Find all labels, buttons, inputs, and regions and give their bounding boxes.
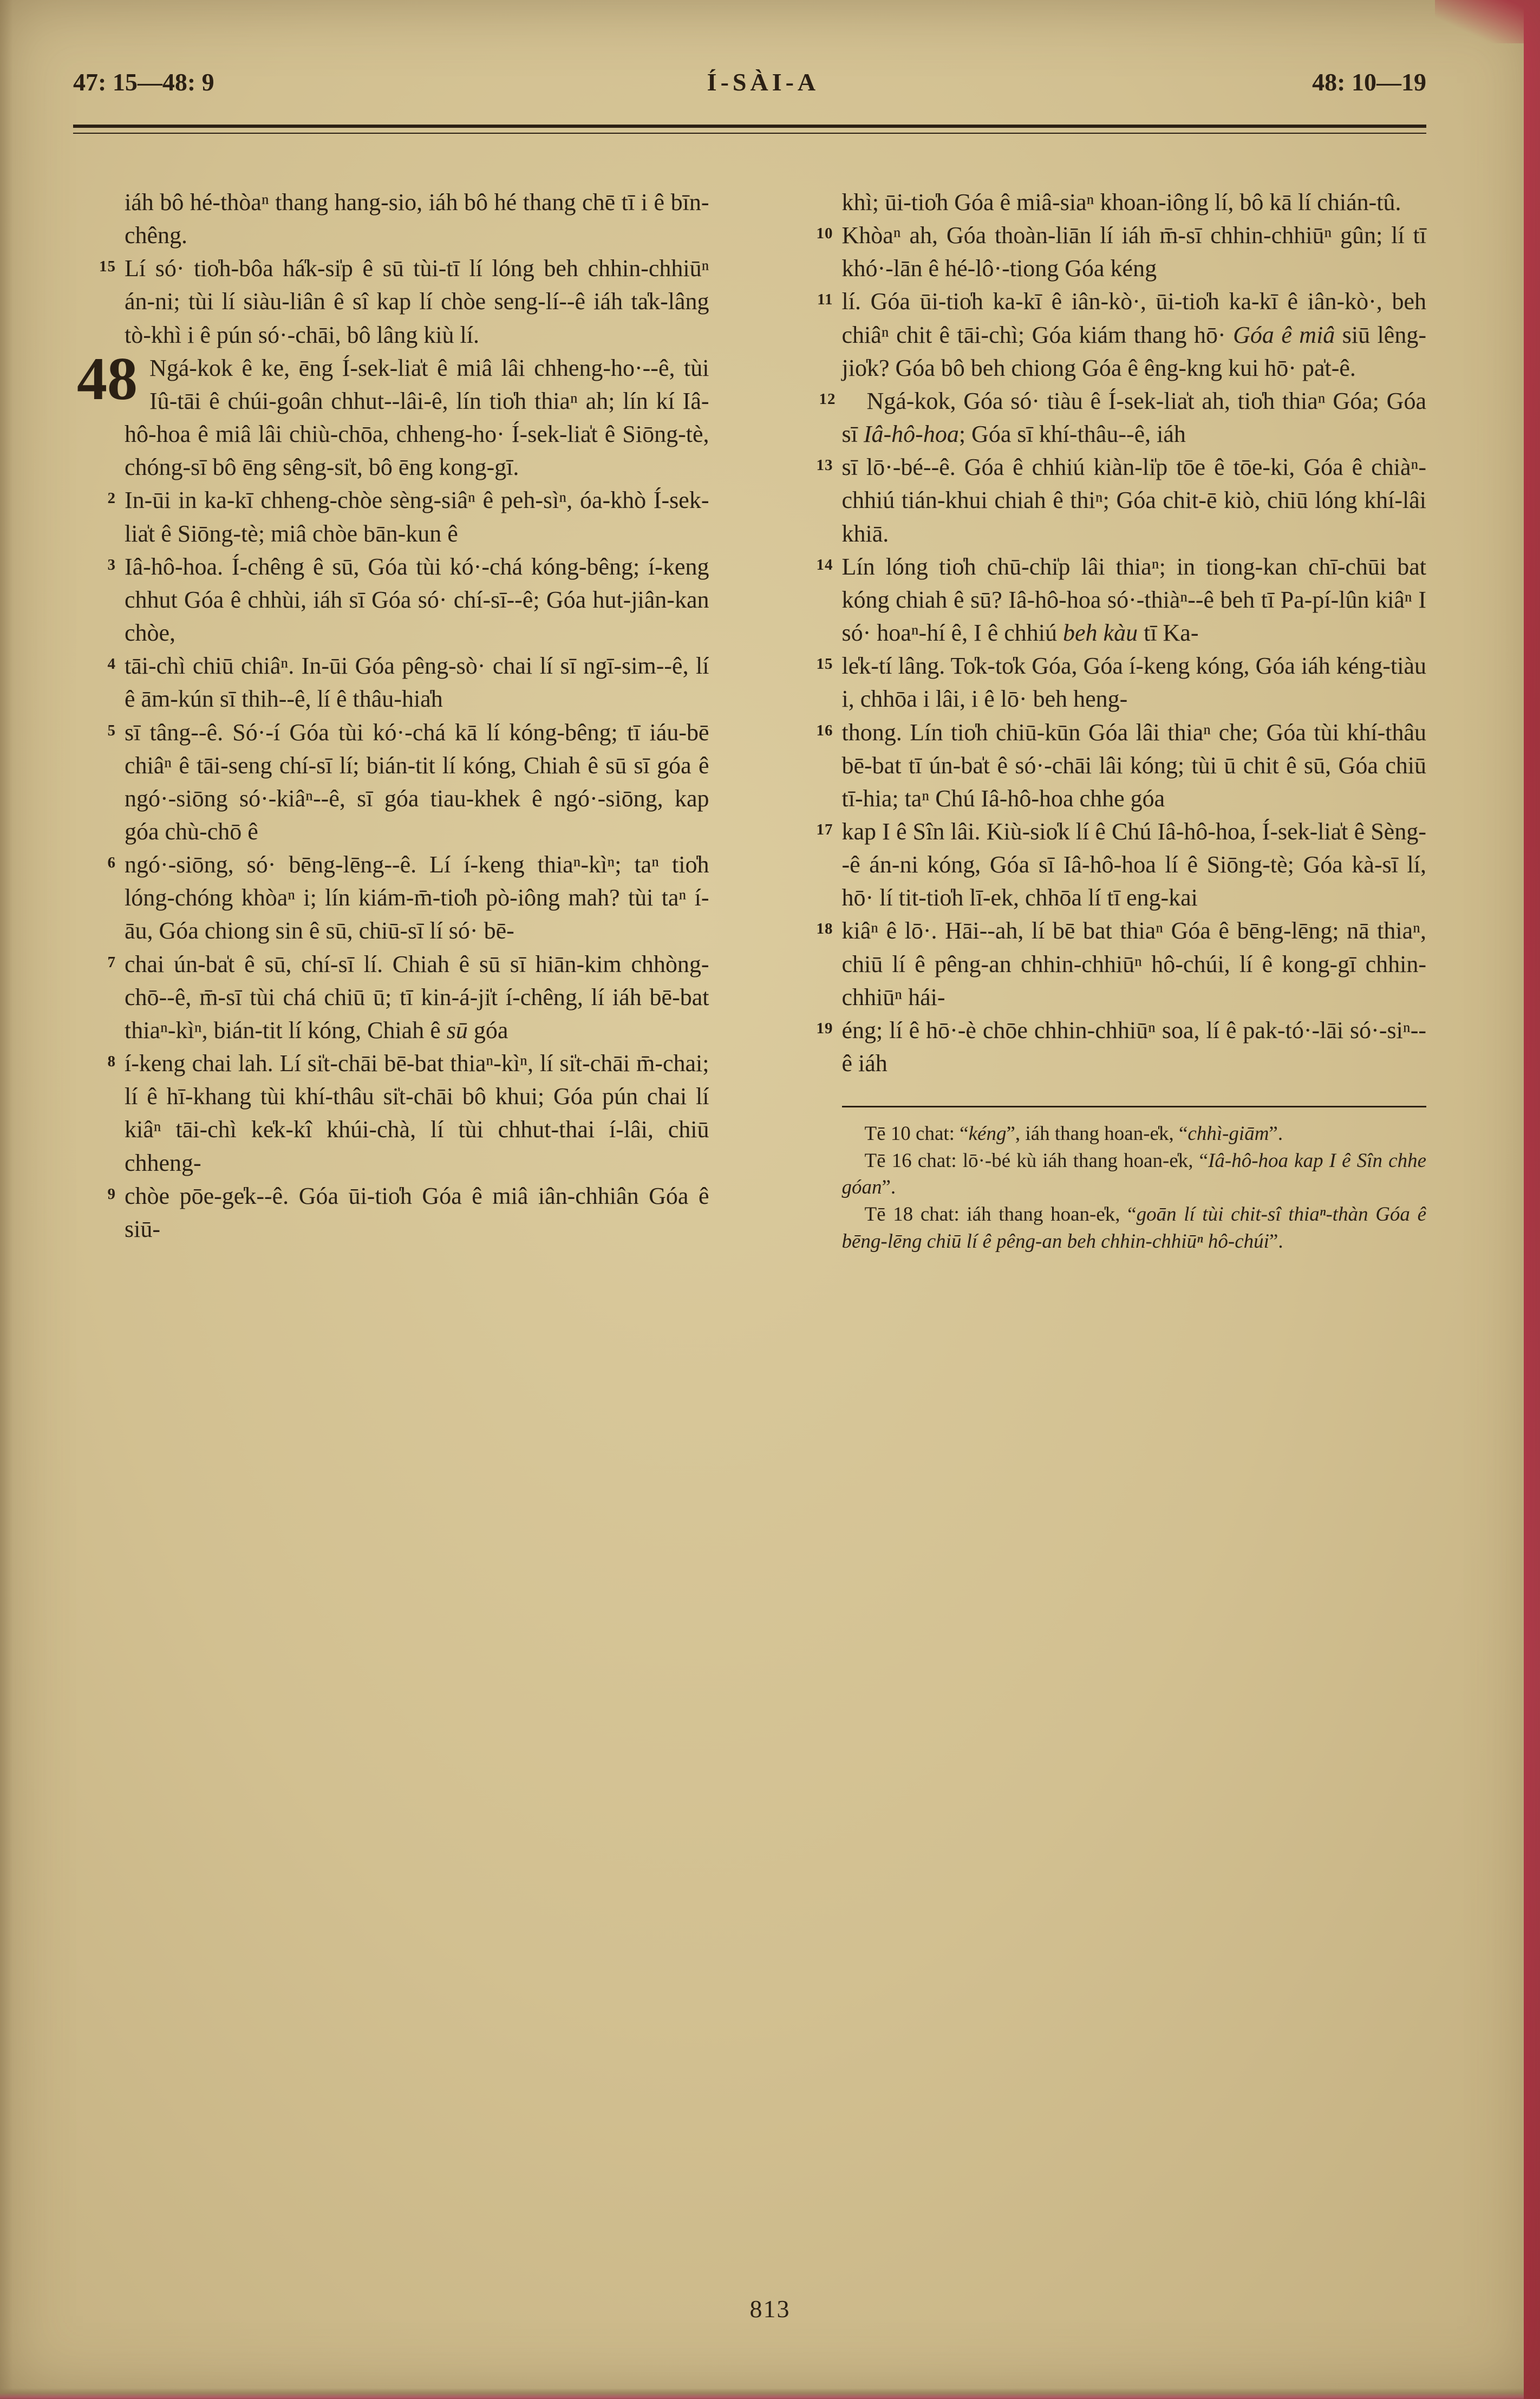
verse-text: Lí só· tio̍h-bôa há̍k-si̍p ê sū tùi-tī lí lóng beh chhin-chhiūⁿ án-ni; tùi lí siàu-liân ê sî kap lí chòe seng-lí--ê iáh ta̍k-lâng tò-khì i ê pún só·-chāi, bô lâng kiù lí. — [125, 255, 709, 348]
verse-number: 8 — [107, 1053, 116, 1071]
left-column — [73, 186, 709, 1255]
verse-number: 10 — [816, 225, 833, 243]
verse-number: 12 — [819, 390, 836, 408]
verse-text: sī lō·-bé--ê. Góa ê chhiú kiàn-li̍p tōe ê tōe-ki, Góa ê chiàⁿ-chhiú tián-khui chiah ê thiⁿ; Góa chit-ē kiò, chiū lóng khí-lâi khiā. — [841, 454, 1426, 547]
footnote-separator — [842, 1106, 1427, 1107]
red-corner-stain — [1435, 0, 1527, 43]
right-column — [791, 186, 1427, 1255]
verse-paragraph — [107, 948, 709, 1047]
verse-text: éng; lí ê hō·-è chōe chhin-chhiūⁿ soa, lí ê pak-tó·-lāi só·-siⁿ--ê iáh — [841, 1016, 1426, 1077]
verse-text: khì; ūi-tio̍h Góa ê miâ-siaⁿ khoan-iông lí, bô kā lí chián-tû. — [841, 189, 1401, 216]
left-edge-shadow — [0, 0, 13, 2399]
footnote: Tē 16 chat: lō·-bé kù iáh thang hoan-e̍k, “Iâ-hô-hoa kap I ê Sîn chhe góan”. — [841, 1149, 1426, 1199]
verse-text: thong. Lín tio̍h chiū-kūn Góa lâi thiaⁿ che; Góa tùi khí-thâu bē-bat tī ún-ba̍t ê só·-chāi lâi kóng; tùi ū chit ê sū, Góa chiū tī-hia; taⁿ Chú Iâ-hô-hoa chhe góa — [841, 719, 1426, 812]
verse-text: chai ún-ba̍t ê sū, chí-sī lí. Chiah ê sū sī hiān-kim chhòng-chō--ê, m̄-sī tùi chá chiū ū; tī kin-á-ji̍t í-chêng, lí iáh bē-bat thiaⁿ-kìⁿ, bián-tit lí kóng, Chiah ê sū góa — [125, 950, 709, 1044]
verse-number: 14 — [816, 556, 833, 573]
verse-number: 19 — [816, 1019, 833, 1037]
verse-text: le̍k-tí lâng. To̍k-to̍k Góa, Góa í-keng kóng, Góa iáh kéng-tiàu i, chhōa i lâi, i ê lō· beh heng- — [841, 653, 1426, 713]
verse-paragraph — [816, 716, 1427, 815]
verse-text: iáh bô hé-thòaⁿ thang hang-sio, iáh bô hé thang chē tī i ê bīn-chêng. — [125, 189, 709, 249]
verse-paragraph — [107, 1047, 709, 1179]
verse-number: 6 — [107, 854, 116, 872]
verse-number: 9 — [107, 1185, 116, 1203]
verse-text: í-keng chai lah. Lí si̍t-chāi bē-bat thiaⁿ-kìⁿ, lí si̍t-chāi m̄-chai; lí ê hī-khang tùi khí-thâu si̍t-chāi bô khui; Góa pún chai lí kiâⁿ tāi-chì ke̍k-kî khúi-chà, lí tùi chhut-thai í-lâi, chiū chheng- — [125, 1050, 709, 1176]
verse-text: lí. Góa ūi-tio̍h ka-kī ê iân-kò·, ūi-tio̍h ka-kī ê iân-kò·, beh chiâⁿ chit ê tāi-chì; Góa kiám thang hō· Góa ê miâ siū lêng-jio̍k? Góa bô beh chiong Góa ê êng-kng kui hō· pa̍t-ê. — [841, 288, 1426, 381]
verse-text: kap I ê Sîn lâi. Kiù-sio̍k lí ê Chú Iâ-hô-hoa, Í-sek-lia̍t ê Sèng--ê án-ni kóng, Góa sī Iâ-hô-hoa lí ê Siōng-tè; Góa kà-sī lí, hō· lí tit-tio̍h lī-ek, chhōa lí tī eng-kai — [841, 818, 1426, 911]
header-double-rule — [73, 125, 1426, 134]
verse-paragraph — [816, 219, 1427, 285]
verse-text: Ngá-kok ê ke, ēng Í-sek-lia̍t ê miâ lâi chheng-ho·--ê, tùi Iû-tāi ê chúi-goân chhut--lâi-ê, lín tio̍h thiaⁿ ah; lín kí Iâ-hô-hoa ê miâ lâi chiù-chōa, chheng-ho· Í-sek-lia̍t ê Siōng-tè, chóng-sī bô ēng sêng-si̍t, bô ēng kong-gī. — [125, 354, 709, 481]
footnote: Tē 10 chat: “kéng”, iáh thang hoan-e̍k, “chhì-giām”. — [864, 1123, 1283, 1145]
verse-paragraph — [99, 252, 709, 351]
header-reference-right: 48: 10—19 — [1312, 68, 1426, 96]
chapter-paragraph — [77, 345, 709, 484]
verse-paragraph — [125, 186, 709, 252]
verse-paragraph — [107, 550, 709, 649]
verse-number: 13 — [816, 457, 833, 474]
verse-paragraph — [819, 384, 1427, 451]
book-title: Í-SÀI-A — [707, 68, 820, 96]
verse-text: sī tâng--ê. Só·-í Góa tùi kó·-chá kā lí kóng-bêng; tī iáu-bē chiâⁿ ê tāi-seng chí-sī lí; bián-tit lí kóng, Chiah ê sū sī góa ê ngó·-siōng só·-kiâⁿ--ê, sī góa tiau-khek ê ngó·-siōng, kap góa chù-chō ê — [125, 719, 709, 845]
verse-number: 16 — [816, 721, 833, 739]
verse-paragraph — [107, 649, 709, 715]
verse-number: 15 — [816, 655, 833, 673]
verse-paragraph — [816, 1014, 1427, 1080]
verse-paragraph — [107, 716, 709, 849]
footnote: Tē 18 chat: iáh thang hoan-e̍k, “goān lí tùi chit-sî thiaⁿ-thàn Góa ê bēng-lēng chiū lí ê pêng-an beh chhin-chhiūⁿ hô-chúi”. — [841, 1203, 1427, 1253]
footnotes — [842, 1106, 1427, 1255]
verse-number: 18 — [816, 920, 833, 938]
verse-text: Khòaⁿ ah, Góa thoàn-liān lí iáh m̄-sī chhin-chhiūⁿ gûn; lí tī khó·-lān ê hé-lô·-tiong Góa kéng — [841, 222, 1426, 282]
verse-paragraph — [842, 186, 1427, 219]
page-header — [73, 68, 1426, 96]
verse-text: In-ūi in ka-kī chheng-chòe sèng-siâⁿ ê peh-sìⁿ, óa-khò Í-sek-lia̍t ê Siōng-tè; miâ chòe bān-kun ê — [125, 487, 709, 547]
verse-paragraph — [107, 848, 709, 947]
header-reference-left: 47: 15—48: 9 — [73, 68, 214, 96]
verse-number: 4 — [107, 655, 116, 673]
verse-number: 3 — [107, 556, 116, 573]
verse-text: tāi-chì chiū chiâⁿ. In-ūi Góa pêng-sò· chai lí sī ngī-sim--ê, lí ê ām-kún sī thih--ê, lí ê thâu-hia̍h — [125, 653, 709, 713]
verse-text: ngó·-siōng, só· bēng-lēng--ê. Lí í-keng thiaⁿ-kìⁿ; taⁿ tio̍h lóng-chóng khòaⁿ i; lín kiám-m̄-tio̍h pò-iông mah? tùi taⁿ í-āu, Góa chiong sin ê sū, chiū-sī lí só· bē- — [125, 851, 709, 944]
verse-paragraph — [816, 649, 1427, 715]
verse-paragraph — [107, 484, 709, 550]
verse-paragraph — [817, 285, 1427, 384]
verse-paragraph — [107, 1179, 709, 1246]
verse-paragraph — [816, 550, 1427, 649]
verse-paragraph — [816, 914, 1427, 1013]
verse-paragraph — [816, 815, 1427, 914]
chapter-number: 48 — [77, 345, 138, 413]
verse-number: 11 — [817, 291, 833, 309]
verse-text: kiâⁿ ê lō·. Hāi--ah, lí bē bat thiaⁿ Góa ê bēng-lēng; nā thiaⁿ, chiū lí ê pêng-an chhin-chhiūⁿ hô-chúi, lí ê kong-gī chhin-chhiūⁿ hái- — [841, 917, 1426, 1011]
verse-number: 5 — [107, 721, 116, 739]
text-columns — [73, 186, 1426, 1255]
verse-text: chòe pōe-ge̍k--ê. Góa ūi-tio̍h Góa ê miâ iân-chhiân Góa ê siū- — [125, 1182, 709, 1242]
page-number: 813 — [749, 2295, 791, 2323]
verse-text: Iâ-hô-hoa. Í-chêng ê sū, Góa tùi kó·-chá kóng-bêng; í-keng chhut Góa ê chhùi, iáh sī Góa só· chí-sī--ê; Góa hut-jiân-kan chòe, — [125, 553, 709, 647]
verse-text: Lín lóng tio̍h chū-chi̍p lâi thiaⁿ; in tiong-kan chī-chūi bat kóng chiah ê sū? Iâ-hô-hoa só·-thiàⁿ--ê beh tī Pa-pí-lûn kiâⁿ I só· hoaⁿ-hí ê, I ê chhiú beh kàu tī Ka- — [841, 553, 1426, 647]
bottom-page-edge — [0, 2388, 1540, 2399]
verse-number: 7 — [107, 953, 116, 971]
verse-number: 15 — [99, 258, 116, 276]
verse-text: Ngá-kok, Góa só· tiàu ê Í-sek-lia̍t ah, tio̍h thiaⁿ Góa; Góa sī Iâ-hô-hoa; Góa sī khí-thâu--ê, iáh — [841, 387, 1426, 448]
verse-number: 17 — [816, 820, 833, 838]
verse-paragraph — [816, 451, 1427, 550]
verse-number: 2 — [107, 490, 116, 507]
red-page-edge — [1524, 0, 1540, 2399]
